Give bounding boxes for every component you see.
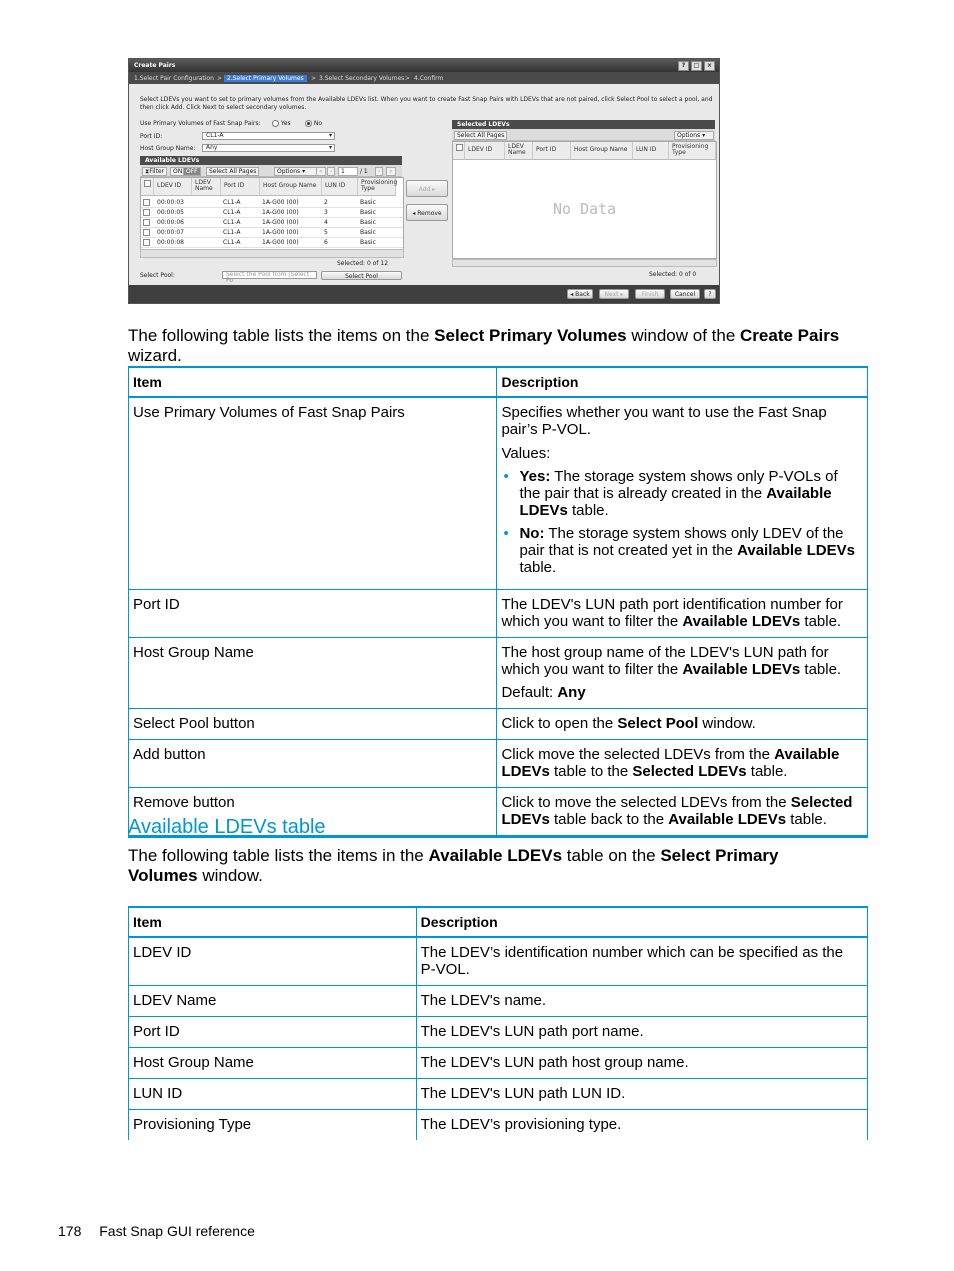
next-button[interactable]: Next ▸ <box>599 289 629 299</box>
table-row <box>129 397 868 590</box>
bold-text: Any <box>557 684 586 701</box>
bold-text: Available LDEVs <box>428 846 563 865</box>
yes-radio-group[interactable] <box>272 120 291 127</box>
text: The LDEV's LUN path port identification number for which you want to filter the <box>501 596 843 630</box>
cell-host-group: 1A-G00 (00) <box>262 239 299 246</box>
chevron-down-icon: ▾ <box>328 144 332 151</box>
cell-provisioning-type: Basic <box>360 229 376 236</box>
bold-text: Available LDEVs <box>668 811 787 828</box>
horizontal-scrollbar[interactable] <box>140 249 404 258</box>
dialog-title-bar <box>129 59 719 72</box>
table-row <box>129 590 868 638</box>
text: Default: <box>501 684 558 701</box>
text: table. <box>519 559 557 576</box>
available-ldevs-grid <box>140 177 404 250</box>
prev-page-icon[interactable]: ‹ <box>327 167 335 176</box>
step-1: 1.Select Pair Configuration <box>134 75 214 82</box>
cell-description <box>497 590 868 638</box>
col-ldev-name[interactable]: LDEV Name <box>192 178 221 196</box>
text: window. <box>698 715 756 732</box>
host-group-label: Host Group Name: <box>140 145 196 152</box>
row-checkbox[interactable] <box>143 229 150 236</box>
create-pairs-dialog <box>128 58 720 304</box>
cell-item: LUN ID <box>129 1079 417 1110</box>
cell-lun-id: 5 <box>324 229 328 236</box>
default-text <box>501 684 862 701</box>
filter-off-toggle[interactable]: OFF <box>183 167 201 176</box>
text: table. <box>800 661 842 678</box>
total-count: 12 <box>380 260 389 267</box>
next-page-icon[interactable]: › <box>375 167 383 176</box>
intro-paragraph-2 <box>128 846 848 886</box>
text: The host group name of the LDEV's LUN path for which you want to filter the <box>501 644 829 678</box>
dialog-footer <box>129 285 719 303</box>
remove-button[interactable]: ◂ Remove <box>406 204 448 221</box>
step-2-active: 2.Select Primary Volumes <box>224 75 307 82</box>
text: table back to the <box>549 811 669 828</box>
bold-text: Selected LDEVs <box>632 763 747 780</box>
col-item: Item <box>129 907 417 937</box>
yes-radio[interactable] <box>272 120 279 127</box>
text: table to the <box>549 763 633 780</box>
cell-item: Port ID <box>129 590 497 638</box>
bold-text: Available LDEVs <box>737 542 855 559</box>
text: The storage system shows only P-VOLs of the pair that is already created in the <box>519 468 838 502</box>
help-icon[interactable]: ? <box>678 61 689 71</box>
cell-description: The LDEV's name. <box>416 986 867 1017</box>
bold-text: Selected LDEVs <box>501 794 853 828</box>
use-pvol-label: Use Primary Volumes of Fast Snap Pairs: <box>140 120 261 127</box>
row-checkbox[interactable] <box>143 199 150 206</box>
instruction-text: Select LDEVs you want to set to primary volumes from the Available LDEVs list. When you want to create Fast Snap Pairs with LDEVs that are not paired, click Select Pool to select a pool, and then click Add. Click Next to select secondary volumes. <box>140 96 713 111</box>
no-label: No <box>313 120 323 127</box>
cell-description <box>497 740 868 788</box>
port-id-select[interactable] <box>202 132 335 140</box>
header-checkbox-cell <box>453 142 465 160</box>
list-item <box>519 525 862 576</box>
cell-description <box>497 788 868 837</box>
col-provisioning-type[interactable]: Provisioning Type <box>669 142 716 160</box>
selected-label: Selected: <box>337 260 366 267</box>
cell-ldev-id: 00:00:03 <box>157 199 184 206</box>
select-pool-label: Select Pool: <box>140 272 175 279</box>
col-provisioning-type[interactable]: Provisioning Type <box>358 178 396 196</box>
cell-ldev-id: 00:00:08 <box>157 239 184 246</box>
cell-port-id: CL1-A <box>223 239 241 246</box>
chevron-down-icon: ▾ <box>328 132 332 139</box>
page-footer <box>58 1223 255 1239</box>
select-all-pages-button[interactable]: Select All Pages <box>454 131 507 140</box>
host-group-select[interactable] <box>202 144 335 152</box>
cell-description <box>497 397 868 590</box>
cell-item: Remove button <box>129 788 497 837</box>
text: table on the <box>562 846 661 865</box>
col-item: Item <box>129 367 497 397</box>
col-lun-id[interactable]: LUN ID <box>633 142 669 160</box>
filter-label: Filter <box>149 168 165 175</box>
col-host-group-name[interactable]: Host Group Name <box>571 142 633 160</box>
cell-provisioning-type: Basic <box>360 219 376 226</box>
options-button[interactable] <box>674 131 714 140</box>
cancel-button[interactable]: Cancel <box>670 289 700 299</box>
cell-description: The LDEV’s provisioning type. <box>416 1110 867 1141</box>
selected-count: 0 <box>366 260 371 267</box>
available-ldevs-toolbar <box>140 165 402 177</box>
bold-text: Select Primary Volumes <box>128 846 779 885</box>
cell-lun-id: 6 <box>324 239 328 246</box>
cell-description: The LDEV's LUN path port name. <box>416 1017 867 1048</box>
text: The following table lists the items in the <box>128 846 429 865</box>
text: table. <box>746 763 788 780</box>
text: Click move the selected LDEVs from the <box>501 746 775 763</box>
available-selected-count <box>337 260 388 267</box>
step-separator: > <box>311 75 317 82</box>
text: The following table lists the items on the <box>128 326 435 345</box>
cell-port-id: CL1-A <box>223 219 241 226</box>
text: window. <box>197 866 263 885</box>
table-header-row <box>129 907 868 937</box>
filter-icon: ⧗ <box>145 168 150 175</box>
row-checkbox[interactable] <box>143 239 150 246</box>
text: Click to open the <box>501 715 618 732</box>
select-pool-button[interactable]: Select Pool <box>321 271 402 280</box>
yes-label: Yes <box>280 120 291 127</box>
chevron-down-icon: ▾ <box>302 168 306 175</box>
cell-ldev-id: 00:00:07 <box>157 229 184 236</box>
page-total: / 1 <box>360 168 368 175</box>
col-ldev-id[interactable]: LDEV ID <box>465 142 505 160</box>
cell-lun-id: 4 <box>324 219 328 226</box>
step-separator: > <box>217 75 223 82</box>
filter-on-toggle[interactable]: ON <box>170 167 185 176</box>
bold-text: Available LDEVs <box>682 613 801 630</box>
select-all-checkbox[interactable] <box>144 180 151 187</box>
cell-item: Host Group Name <box>129 1048 417 1079</box>
cell-description: The LDEV's LUN path LUN ID. <box>416 1079 867 1110</box>
cell-provisioning-type: Basic <box>360 209 376 216</box>
of-label: of <box>684 271 691 278</box>
table-row <box>129 638 868 709</box>
finish-button[interactable]: Finish <box>635 289 665 299</box>
select-all-pages-button[interactable]: Select All Pages <box>206 167 259 176</box>
table-row <box>129 1079 868 1110</box>
description-text: Specifies whether you want to use the Fast Snap pair’s P-VOL. <box>501 404 827 438</box>
cell-item: Provisioning Type <box>129 1110 417 1141</box>
options-label: Options <box>677 132 701 139</box>
table-row <box>129 1017 868 1048</box>
port-id-value: CL1-A <box>206 132 224 139</box>
description-text <box>501 644 862 678</box>
values-label: Values: <box>501 445 551 462</box>
no-radio-group[interactable] <box>305 120 322 127</box>
bold-text: Available LDEVs <box>501 746 840 780</box>
table-row <box>129 1048 868 1079</box>
cell-lun-id: 2 <box>324 199 328 206</box>
bold-text: Select Primary Volumes <box>434 326 627 345</box>
bold-text: Available LDEVs <box>519 485 832 519</box>
cell-host-group: 1A-G00 (00) <box>262 209 299 216</box>
cell-host-group: 1A-G00 (00) <box>262 229 299 236</box>
cell-provisioning-type: Basic <box>360 199 376 206</box>
col-ldev-name[interactable]: LDEV Name <box>505 142 533 160</box>
cell-description <box>497 638 868 709</box>
last-page-icon[interactable]: » <box>386 167 396 176</box>
cell-port-id: CL1-A <box>223 199 241 206</box>
options-button[interactable] <box>274 167 318 176</box>
cell-provisioning-type: Basic <box>360 239 376 246</box>
table-row <box>129 937 868 986</box>
wizard-steps <box>129 72 719 84</box>
selected-selected-count <box>649 271 696 278</box>
header-checkbox-cell <box>141 178 154 196</box>
dialog-title: Create Pairs <box>134 62 176 69</box>
bold-text: Select Pool <box>617 715 699 732</box>
footer-section-title: Fast Snap GUI reference <box>99 1223 255 1239</box>
first-page-icon[interactable]: « <box>316 167 326 176</box>
row-checkbox[interactable] <box>143 219 150 226</box>
cell-item: Add button <box>129 740 497 788</box>
host-group-value: Any <box>206 144 218 151</box>
list-item <box>519 468 862 519</box>
text: Click to move the selected LDEVs from the <box>501 794 791 811</box>
cell-item: LDEV Name <box>129 986 417 1017</box>
table-row <box>129 1110 868 1141</box>
table-row <box>129 709 868 740</box>
intro-paragraph-1 <box>128 326 873 366</box>
step-separator: > <box>405 75 411 82</box>
cell-port-id: CL1-A <box>223 229 241 236</box>
selected-ldevs-header: Selected LDEVs <box>452 120 715 129</box>
col-ldev-id[interactable]: LDEV ID <box>154 178 192 196</box>
bold-text: No: <box>519 525 545 542</box>
selected-ldevs-grid <box>452 141 717 259</box>
selected-ldevs-toolbar <box>452 129 715 141</box>
cell-lun-id: 3 <box>324 209 328 216</box>
text: table. <box>800 613 842 630</box>
step-4: 4.Confirm <box>414 75 444 82</box>
help-button[interactable]: ? <box>704 289 716 299</box>
text: table. <box>786 811 827 828</box>
text: table. <box>567 502 609 519</box>
col-description: Description <box>416 907 867 937</box>
col-port-id[interactable]: Port ID <box>533 142 571 160</box>
page-input[interactable]: 1 <box>338 167 358 176</box>
chevron-down-icon: ▾ <box>702 132 706 139</box>
selected-count: 0 <box>678 271 683 278</box>
table-header-row <box>129 367 868 397</box>
cell-description: The LDEV's LUN path host group name. <box>416 1048 867 1079</box>
filter-button[interactable] <box>142 167 167 176</box>
available-ldevs-items-table <box>128 906 868 1140</box>
total-count: 0 <box>692 271 697 278</box>
bold-text: Yes: <box>519 468 551 485</box>
cell-description <box>497 709 868 740</box>
back-button[interactable]: ◂ Back <box>567 289 593 299</box>
cell-host-group: 1A-G00 (00) <box>262 219 299 226</box>
of-label: of <box>372 260 379 267</box>
cell-item: Host Group Name <box>129 638 497 709</box>
col-description: Description <box>497 367 868 397</box>
horizontal-scrollbar[interactable] <box>452 259 717 267</box>
port-id-label: Port ID: <box>140 133 163 140</box>
options-label: Options <box>277 168 301 175</box>
col-lun-id[interactable]: LUN ID <box>322 178 358 196</box>
col-host-group-name[interactable]: Host Group Name <box>260 178 322 196</box>
select-pool-field[interactable]: Select the Pool from [Select Po <box>222 271 317 279</box>
select-all-checkbox[interactable] <box>456 144 463 151</box>
available-ldevs-header: Available LDEVs <box>140 156 402 165</box>
bold-text: Available LDEVs <box>682 661 801 678</box>
cell-ldev-id: 00:00:05 <box>157 209 184 216</box>
text: window of the <box>626 326 741 345</box>
bold-text: Create Pairs <box>740 326 840 345</box>
cell-item: Port ID <box>129 1017 417 1048</box>
cell-host-group: 1A-G00 (00) <box>262 199 299 206</box>
cell-item: Select Pool button <box>129 709 497 740</box>
cell-port-id: CL1-A <box>223 209 241 216</box>
add-button[interactable]: Add ▸ <box>406 180 448 197</box>
text: The storage system shows only LDEV of the pair that is not created yet in the <box>519 525 844 559</box>
close-icon[interactable]: × <box>704 61 715 71</box>
values-list <box>501 468 862 576</box>
section-heading: Available LDEVs table <box>128 816 326 838</box>
cell-description: The LDEV’s identification number which can be specified as the P-VOL. <box>416 937 867 986</box>
table-row <box>129 740 868 788</box>
page-number: 178 <box>58 1223 82 1239</box>
selected-label: Selected: <box>649 271 678 278</box>
row-checkbox[interactable] <box>143 209 150 216</box>
step-3: 3.Select Secondary Volumes <box>319 75 405 82</box>
table-row[interactable] <box>141 237 403 248</box>
maximize-icon[interactable]: □ <box>691 61 702 71</box>
select-primary-volumes-items-table <box>128 366 868 838</box>
table-row <box>129 986 868 1017</box>
cell-item: Use Primary Volumes of Fast Snap Pairs <box>129 397 497 590</box>
col-port-id[interactable]: Port ID <box>221 178 260 196</box>
cell-item: LDEV ID <box>129 937 417 986</box>
no-data-message: No Data <box>553 200 617 218</box>
no-radio[interactable] <box>305 120 312 127</box>
cell-ldev-id: 00:00:06 <box>157 219 184 226</box>
text: wizard. <box>128 346 182 365</box>
